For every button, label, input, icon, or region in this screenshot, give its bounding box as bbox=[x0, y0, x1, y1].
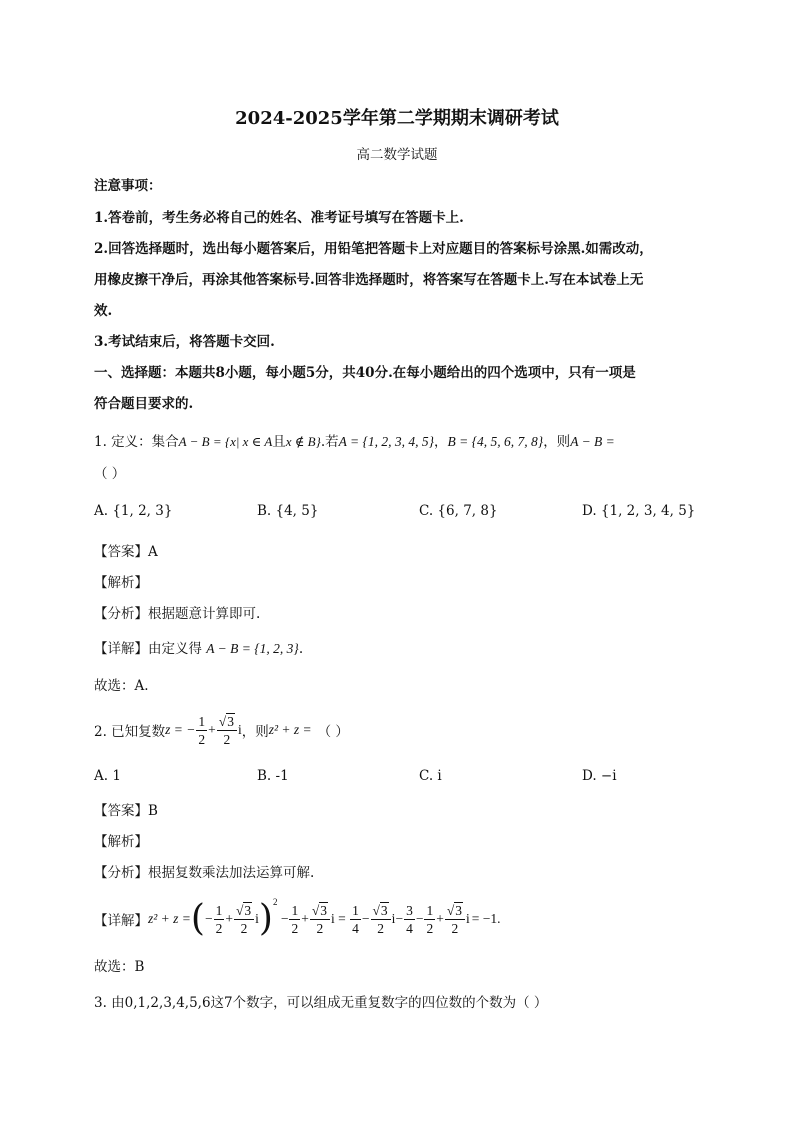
q2-plus: + bbox=[208, 722, 216, 737]
q1-analysis-label: 【解析】 bbox=[94, 575, 148, 591]
section-heading-line-1: 一、选择题：本题共8小题，每小题5分，共40分.在每小题给出的四个选项中，只有一项是 bbox=[94, 365, 636, 381]
question-1-stem bbox=[94, 430, 615, 450]
q1-option-d: D. {1, 2, 3, 4, 5} bbox=[582, 503, 696, 519]
q2-d-frac-7: $\frac{3}{4}$ bbox=[406, 902, 413, 936]
q2-answer: 【答案】B bbox=[94, 803, 158, 819]
q1-answer: 【答案】A bbox=[94, 544, 158, 560]
q2-frac-den: 2 bbox=[198, 731, 206, 747]
section-heading-line-2: 符合题目要求的. bbox=[94, 396, 194, 412]
q1-option-c: C. {6, 7, 8} bbox=[419, 503, 498, 519]
q2-frac-num: 1 bbox=[198, 713, 206, 729]
q2-option-a: A. 1 bbox=[94, 768, 121, 784]
q2-d-i-1: i bbox=[255, 911, 259, 926]
q2-d-frac-3: $\frac{1}{2}$ bbox=[291, 902, 299, 936]
q2-d-frac-1: $\frac{1}{2}$ bbox=[215, 902, 223, 936]
q2-detail-lhs: z² + z = bbox=[148, 911, 191, 926]
note-item-2-line-1: 2.回答选择题时，选出每小题答案后，用铅笔把答题卡上对应题目的答案标号涂黑.如需改动， bbox=[94, 241, 653, 257]
q1-fenxi: 【分析】根据题意计算即可. bbox=[94, 606, 261, 622]
q2-d-exponent: 2 bbox=[272, 897, 278, 907]
q2-detail-result: = −1. bbox=[471, 911, 501, 926]
q1-choose: 故选：A. bbox=[94, 678, 149, 694]
q1-detail-expr: A − B = {1, 2, 3} bbox=[206, 641, 299, 656]
q2-d-frac-4: $\frac{√3}{2}$ bbox=[310, 902, 330, 937]
q1-then: ，则 bbox=[543, 434, 571, 450]
q2-option-b: B. -1 bbox=[257, 768, 289, 784]
q1-def: A − B = {x| x ∈ A bbox=[178, 434, 273, 449]
q2-d-frac-5: $\frac{1}{4}$ bbox=[352, 902, 359, 936]
left-paren-icon: ( bbox=[190, 898, 205, 939]
q2-d-frac-6: $\frac{√3}{2}$ bbox=[371, 902, 391, 937]
q1-detail-prefix: 【详解】由定义得 bbox=[94, 641, 202, 657]
q2-d-plus-1: + bbox=[225, 911, 233, 926]
q2-sqrt-radicand: 3 bbox=[227, 713, 234, 729]
q1-expr: A − B = bbox=[570, 434, 615, 449]
q2-expr: z² + z = bbox=[268, 722, 312, 737]
note-item-2-line-2: 用橡皮擦干净后，再涂其他答案标号.回答非选择题时，将答案写在答题卡上.写在本试卷上无 bbox=[94, 272, 644, 288]
q2-d-minus-1: − bbox=[204, 911, 213, 926]
note-item-3: 3.考试结束后，将答题卡交回. bbox=[94, 334, 275, 350]
q1-and: 且 bbox=[272, 434, 286, 450]
q2-option-d: D. −i bbox=[582, 768, 617, 784]
exam-title: 2024-2025学年第二学期期末调研考试 bbox=[235, 108, 559, 129]
q2-then: ，则 bbox=[241, 724, 269, 740]
exam-subtitle: 高二数学试题 bbox=[356, 147, 438, 163]
notes-heading: 注意事项： bbox=[94, 178, 162, 194]
q2-d-frac-8: $\frac{1}{2}$ bbox=[426, 902, 434, 936]
q1-if: .若 bbox=[320, 434, 339, 450]
q2-frac-den-2: 2 bbox=[223, 731, 231, 747]
q1-comma: ， bbox=[434, 434, 448, 450]
note-item-2-line-3: 效. bbox=[94, 303, 113, 319]
sqrt-icon: √3 bbox=[218, 713, 234, 729]
q2-i: i bbox=[237, 722, 242, 737]
question-2-stem bbox=[94, 710, 349, 750]
q2-prefix: 2. 已知复数 bbox=[94, 724, 166, 740]
q1-def2: x ∉ B} bbox=[285, 434, 321, 449]
q2-blank: （ ） bbox=[317, 724, 349, 740]
q2-option-c: C. i bbox=[419, 768, 442, 784]
q2-detail: 【详解】 z² + z = ( − $\frac{1}{2}$ + $\frac{√3}{2}$ i ) $^2$ − $\frac{1}{2}$ + $\frac{√3}{2}$ i = $\frac{1}{4}$ − $\frac{√3}{2}$ i − $\frac{3}{4}$ − $\frac{1}{2}$ + $\frac{√3}{2}$ i = −1. bbox=[94, 897, 501, 939]
q2-analysis-label: 【解析】 bbox=[94, 834, 148, 850]
question-3-stem: 3. 由0,1,2,3,4,5,6这7个数字，可以组成无重复数字的四位数的个数为（ ） bbox=[94, 995, 548, 1011]
q2-choose: 故选：B bbox=[94, 959, 145, 975]
q2-z-eq: z = − bbox=[165, 722, 196, 737]
q2-frac-sqrt bbox=[217, 713, 237, 748]
q2-frac-half bbox=[196, 713, 207, 748]
q2-d-frac-9: $\frac{√3}{2}$ bbox=[445, 902, 465, 937]
note-item-1: 1.答卷前，考生务必将自己的姓名、准考证号填写在答题卡上. bbox=[94, 210, 464, 226]
q2-detail-label: 【详解】 bbox=[94, 913, 148, 929]
q1-set-b: B = {4, 5, 6, 7, 8} bbox=[447, 434, 544, 449]
q1-option-a: A. {1, 2, 3} bbox=[94, 503, 173, 519]
q1-set-a: A = {1, 2, 3, 4, 5} bbox=[338, 434, 435, 449]
q1-blank: （ ） bbox=[94, 466, 126, 482]
right-paren-icon: ) bbox=[258, 898, 273, 939]
q1-prefix: 1. 定义：集合 bbox=[94, 434, 179, 450]
q2-fenxi: 【分析】根据复数乘法加法运算可解. bbox=[94, 865, 315, 881]
q1-option-b: B. {4, 5} bbox=[257, 503, 319, 519]
q2-d-frac-2: $\frac{√3}{2}$ bbox=[234, 902, 254, 937]
q1-detail-end: . bbox=[298, 641, 304, 657]
q1-detail bbox=[94, 637, 303, 657]
